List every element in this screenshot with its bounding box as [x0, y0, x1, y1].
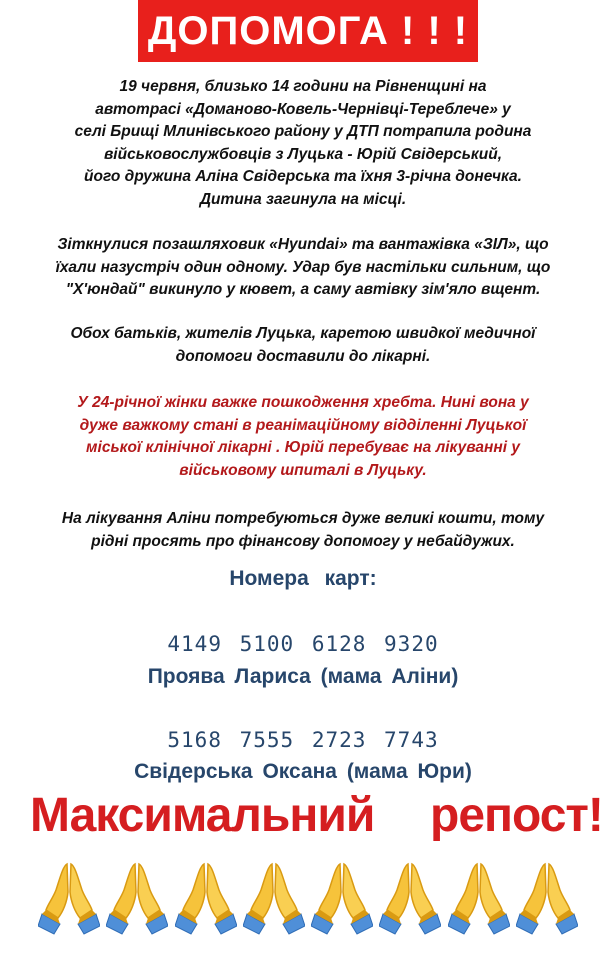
text-line: Дитина загинула на місці.	[199, 190, 407, 208]
text-line: На лікування Аліни потребуються дуже великі кошти, тому	[61, 510, 545, 527]
paragraph-appeal	[20, 508, 586, 553]
text-line: дуже важкому стані в реанімаційному відділенні Луцької	[79, 416, 527, 434]
text-line: міської клінічної лікарні . Юрій перебуває на лікуванні у	[86, 439, 520, 456]
praying-hands-icon	[175, 858, 237, 936]
text-line: військовослужбовців з Луцька - Юрій Свідерський,	[103, 145, 503, 163]
title-text: ДОПОМОГА ! ! !	[147, 8, 469, 53]
paragraph-hospital	[20, 323, 586, 368]
card-number: 5168 7555 2723 7743	[167, 728, 439, 752]
praying-hands-icon	[379, 858, 441, 936]
cta-word: репост!	[430, 789, 603, 842]
text-line: "Х'юндай" викинуло у кювет, а саму автівку зім'яло вщент.	[65, 281, 541, 298]
paragraph-accident	[20, 76, 586, 211]
text-line: селі Брищі Млинівського району у ДТП потрапила родина	[74, 123, 532, 140]
paragraph-collision	[20, 234, 586, 302]
text-line: їхали назустріч один одному. Удар був настільки сильним, що	[55, 258, 551, 276]
cards-title: Номера карт:	[229, 567, 377, 590]
text-line: 19 червня, близько 14 години на Рівненщині на	[119, 78, 487, 95]
praying-hands-icon	[38, 858, 100, 936]
text-line: У 24-річної жінки важке пошкодження хребта. Нині вона у	[77, 394, 529, 411]
card-owner: Свідерська Оксана (мама Юри)	[134, 760, 472, 783]
title-banner	[138, 0, 478, 62]
cta-word: Максимальний	[30, 789, 375, 842]
text-line: допомоги доставили до лікарні.	[175, 347, 431, 365]
text-line: військовому шпиталі в Луцьку.	[179, 461, 427, 479]
text-line: Обох батьків, жителів Луцька, каретою швидкої медичної	[70, 325, 536, 342]
praying-hands-icon	[448, 858, 510, 936]
card-owner: Проява Лариса (мама Аліни)	[147, 665, 459, 688]
text-line: Зіткнулися позашляховик «Hyundai» та вантажівка «ЗІЛ», що	[57, 236, 549, 253]
card-number: 4149 5100 6128 9320	[167, 632, 439, 656]
praying-hands-row	[38, 858, 578, 938]
praying-hands-icon	[106, 858, 168, 936]
praying-hands-icon	[311, 858, 373, 936]
paragraph-condition	[20, 392, 586, 482]
repost-call-to-action	[0, 788, 606, 848]
praying-hands-icon	[243, 858, 305, 936]
text-line: автотрасі «Доманово-Ковель-Чернівці-Тереблече» у	[95, 100, 511, 118]
text-line: рідні просять про фінансову допомогу у небайдужих.	[91, 532, 515, 550]
praying-hands-icon	[516, 858, 578, 936]
text-line: його дружина Аліна Свідерська та їхня 3-річна донечка.	[84, 168, 522, 185]
